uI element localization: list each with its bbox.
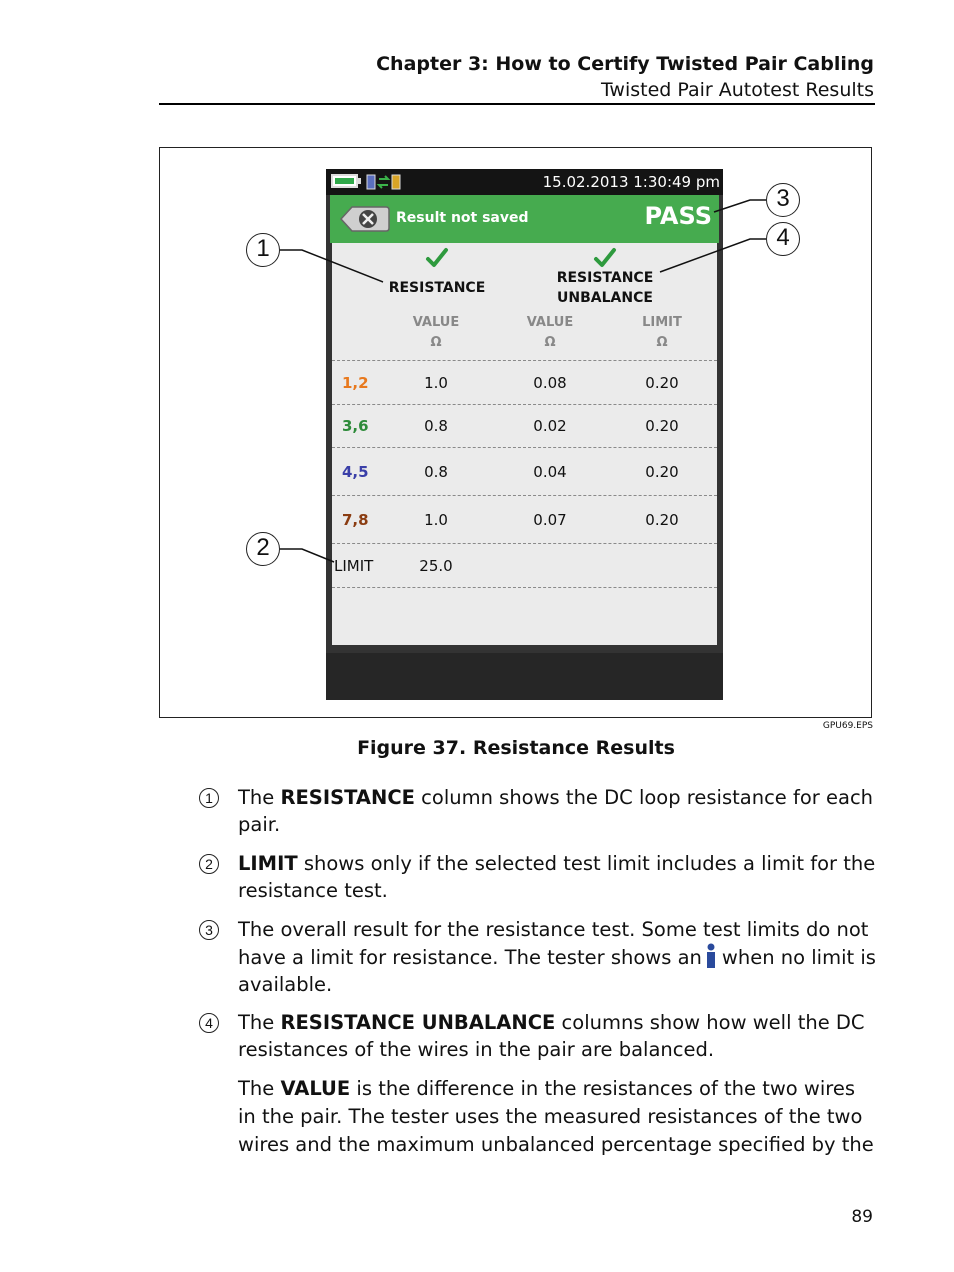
resistance-value: 0.8 bbox=[424, 463, 448, 481]
pair-label: 3,6 bbox=[342, 417, 369, 435]
save-status-text: Result not saved bbox=[396, 210, 529, 226]
callout-1: 1 bbox=[246, 233, 280, 267]
pass-result: PASS bbox=[644, 202, 712, 230]
unbalance-value: 0.08 bbox=[533, 374, 567, 392]
pair-label: 1,2 bbox=[342, 374, 369, 392]
item-number-3: 3 bbox=[199, 920, 219, 940]
subheader-unbalance-value: VALUE Ω bbox=[526, 315, 574, 350]
item-text-2: LIMIT shows only if the selected test limit includes a limit for the resistance test. bbox=[238, 852, 876, 902]
column-header-unbalance: RESISTANCE UNBALANCE bbox=[556, 270, 654, 306]
limit-label: LIMIT bbox=[334, 557, 374, 575]
limit-value: 25.0 bbox=[419, 557, 453, 575]
figure-caption: Figure 37. Resistance Results bbox=[357, 737, 675, 759]
callout-3: 3 bbox=[766, 183, 800, 217]
callout-4: 4 bbox=[766, 222, 800, 256]
unbalance-limit: 0.20 bbox=[645, 463, 679, 481]
unbalance-value: 0.04 bbox=[533, 463, 567, 481]
running-header-chapter: Chapter 3: How to Certify Twisted Pair Cabling bbox=[376, 53, 874, 75]
resistance-value: 1.0 bbox=[424, 511, 448, 529]
pair-label: 7,8 bbox=[342, 511, 369, 529]
info-icon bbox=[704, 943, 718, 969]
item-number-4: 4 bbox=[199, 1013, 219, 1033]
column-header-resistance: RESISTANCE bbox=[388, 280, 486, 296]
item-text-1: The RESISTANCE column shows the DC loop resistance for each pair. bbox=[238, 786, 874, 836]
subheader-unbalance-limit: LIMIT Ω bbox=[642, 315, 682, 350]
pair-label: 4,5 bbox=[342, 463, 369, 481]
unbalance-limit: 0.20 bbox=[645, 374, 679, 392]
item-text-3: The overall result for the resistance test. Some test limits do not have a limit for resistance. The tester shows an when no limit is available. bbox=[238, 918, 876, 996]
resistance-value: 1.0 bbox=[424, 374, 448, 392]
item-number-2: 2 bbox=[199, 854, 219, 874]
page-number: 89 bbox=[851, 1207, 873, 1227]
running-header-section: Twisted Pair Autotest Results bbox=[600, 79, 874, 101]
callout-2: 2 bbox=[246, 532, 280, 566]
unbalance-value: 0.02 bbox=[533, 417, 567, 435]
unbalance-limit: 0.20 bbox=[645, 511, 679, 529]
unbalance-limit: 0.20 bbox=[645, 417, 679, 435]
datetime: 15.02.2013 1:30:49 pm bbox=[542, 173, 720, 191]
item-text-4: The RESISTANCE UNBALANCE columns show how well the DC resistances of the wires in the pair are balanced. bbox=[238, 1011, 865, 1061]
resistance-value: 0.8 bbox=[424, 417, 448, 435]
item-number-1: 1 bbox=[199, 788, 219, 808]
subheader-resistance-value: VALUE Ω bbox=[412, 315, 460, 350]
body-paragraph: The VALUE is the difference in the resistances of the two wires in the pair. The tester uses the measured resistances of the two wires and the maximum unbalanced percentage specified by the bbox=[238, 1077, 874, 1156]
figure-file-label: GPU69.EPS bbox=[822, 721, 873, 731]
unbalance-value: 0.07 bbox=[533, 511, 567, 529]
